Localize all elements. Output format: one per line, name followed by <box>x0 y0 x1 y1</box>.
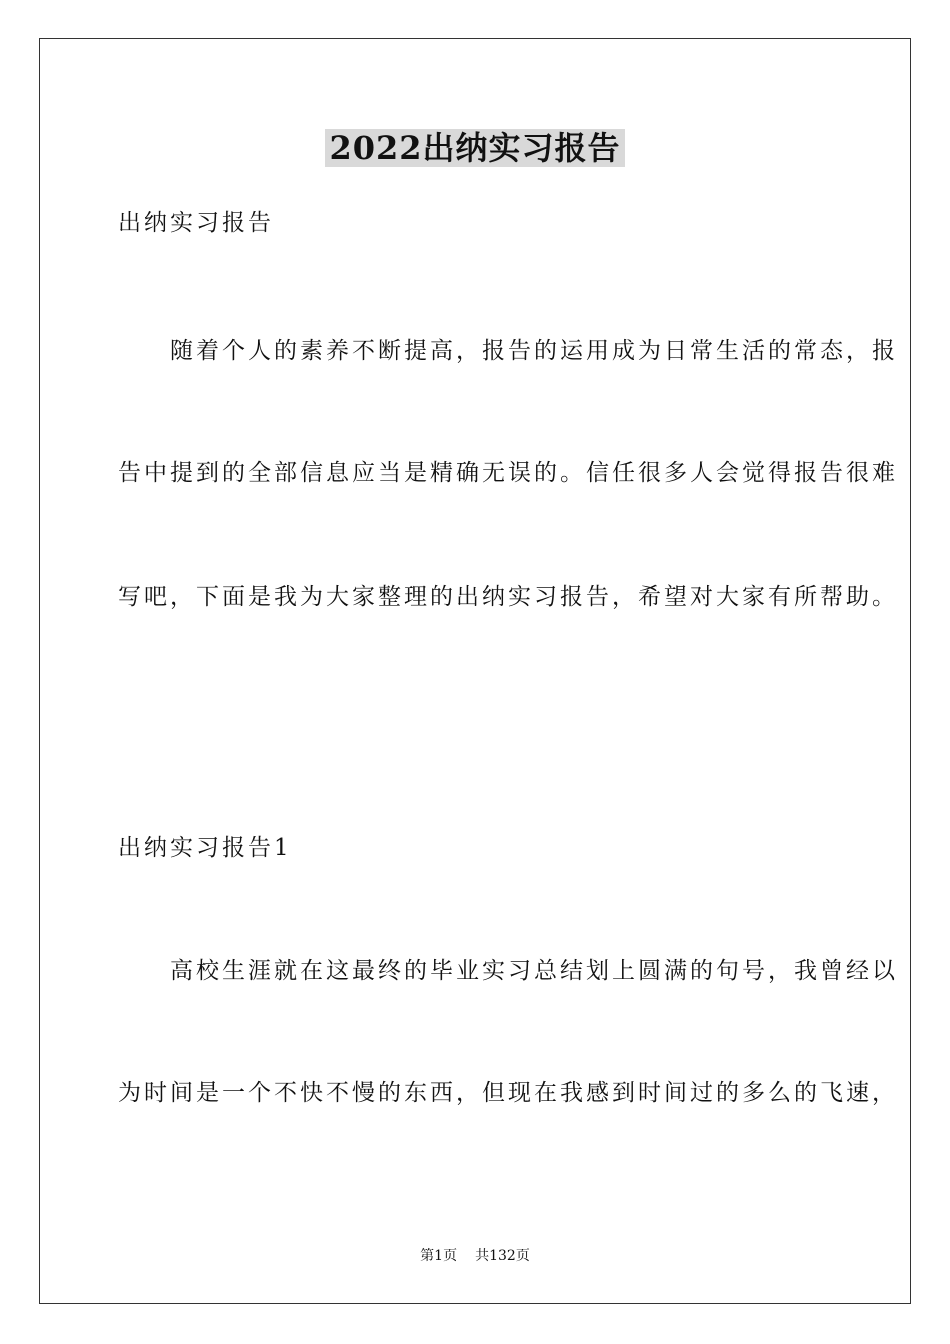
paragraph-1-line-2: 告中提到的全部信息应当是精确无误的。信任很多人会觉得报告很难 <box>118 460 898 486</box>
document-subtitle: 出纳实习报告 <box>118 210 274 236</box>
section-1-heading: 出纳实习报告1 <box>118 835 292 861</box>
paragraph-1-line-1: 随着个人的素养不断提高，报告的运用成为日常生活的常态，报 <box>118 338 898 364</box>
document-title-text: 2022出纳实习报告 <box>325 129 624 167</box>
paragraph-1-line-3: 写吧，下面是我为大家整理的出纳实习报告，希望对大家有所帮助。 <box>118 584 898 610</box>
page-total: 共132页 <box>475 1248 530 1264</box>
paragraph-2-line-1: 高校生涯就在这最终的毕业实习总结划上圆满的句号，我曾经以 <box>118 958 898 984</box>
paragraph-2-line-2: 为时间是一个不快不慢的东西，但现在我感到时间过的多么的飞速， <box>118 1080 898 1106</box>
page-footer <box>0 1246 950 1266</box>
page-number: 第1页 <box>420 1248 458 1264</box>
document-title <box>0 126 950 170</box>
